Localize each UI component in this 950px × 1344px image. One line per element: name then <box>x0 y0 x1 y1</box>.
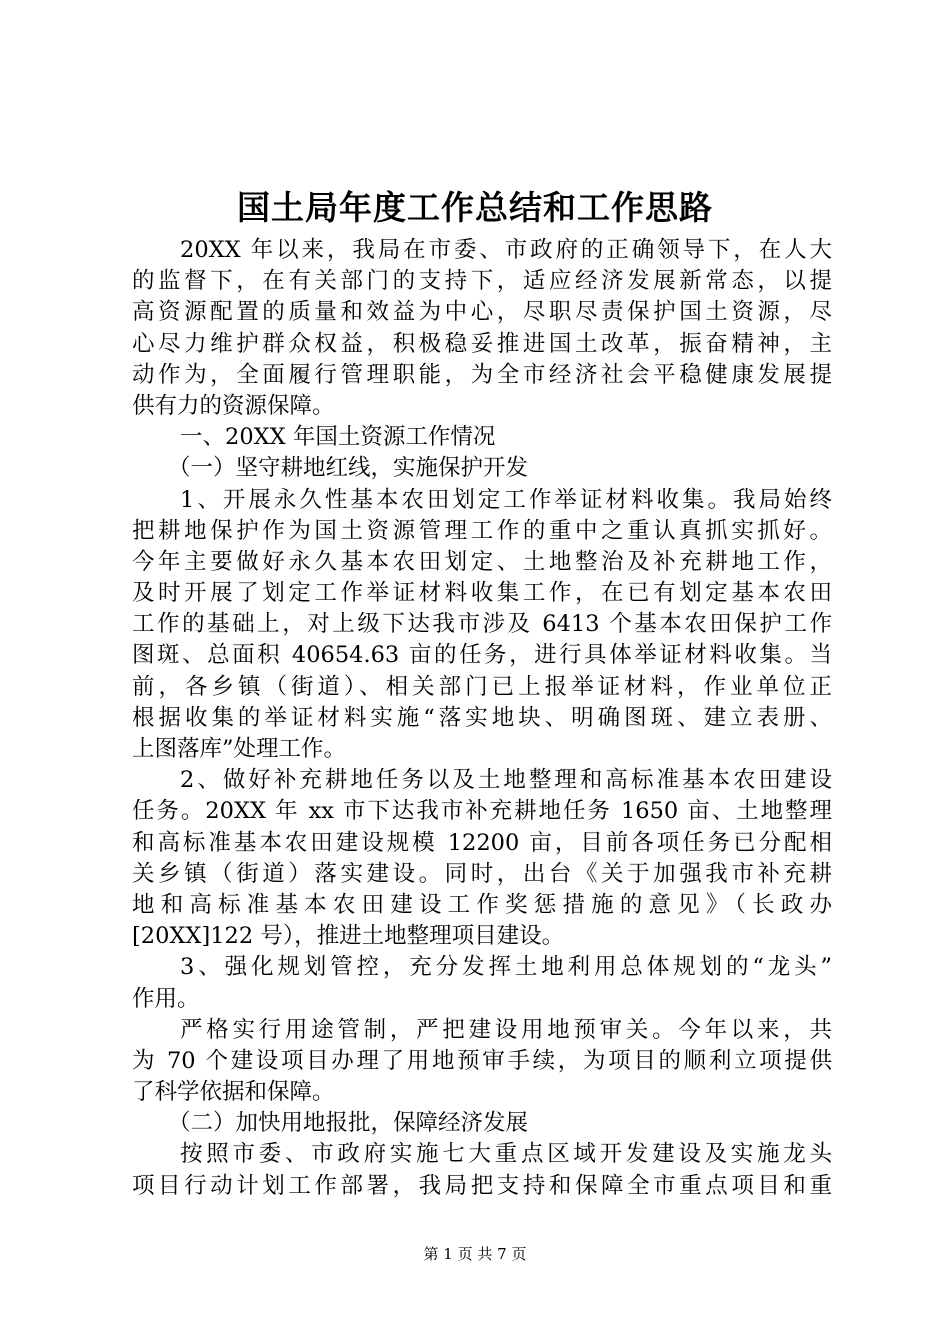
text-line: 地和高标准基本农田建设工作奖惩措施的意见》（长政办 <box>132 891 832 918</box>
text-line: 今年主要做好永久基本农田划定、土地整治及补充耕地工作， <box>132 548 832 575</box>
text-line: 项目行动计划工作部署，我局把支持和保障全市重点项目和重 <box>132 1172 832 1199</box>
text-line: 前，各乡镇（街道）、相关部门已上报举证材料，作业单位正 <box>132 673 832 700</box>
text-line: 把耕地保护作为国土资源管理工作的重中之重认真抓实抓好。 <box>132 517 832 544</box>
text-line: 工作的基础上，对上级下达我市涉及 6413 个基本农田保护工作 <box>132 611 832 638</box>
text-line: 心尽力维护群众权益，积极稳妥推进国土改革，振奋精神，主 <box>132 330 832 357</box>
text-line: 20XX 年以来，我局在市委、市政府的正确领导下，在人大 <box>180 237 832 263</box>
text-line: 3、强化规划管控，充分发挥土地利用总体规划的“龙头” <box>180 954 832 981</box>
text-line: 严格实行用途管制，严把建设用地预审关。今年以来，共 <box>180 1016 832 1043</box>
text-line: （一）坚守耕地红线，实施保护开发 <box>168 455 529 482</box>
text-line: 和高标准基本农田建设规模 12200 亩，目前各项任务已分配相 <box>132 829 832 856</box>
text-line: 为 70 个建设项目办理了用地预审手续，为项目的顺利立项提供 <box>132 1047 832 1074</box>
text-line: 关乡镇（街道）落实建设。同时，出台《关于加强我市补充耕 <box>132 860 832 887</box>
text-line: 上图落库”处理工作。 <box>132 736 347 762</box>
text-line: 2、做好补充耕地任务以及土地整理和高标准基本农田建设 <box>180 767 832 794</box>
document-body <box>132 235 832 1202</box>
page-footer: 第 1 页 共 7 页 <box>423 1245 527 1263</box>
text-line: [20XX]122 号），推进土地整理项目建设。 <box>132 923 565 950</box>
text-line: 及时开展了划定工作举证材料收集工作，在已有划定基本农田 <box>132 580 832 607</box>
text-line: 任务。20XX 年 xx 市下达我市补充耕地任务 1650 亩、土地整理 <box>132 798 832 825</box>
text-line: 图斑、总面积 40654.63 亩的任务，进行具体举证材料收集。当 <box>132 642 832 669</box>
text-line: 高资源配置的质量和效益为中心，尽职尽责保护国土资源，尽 <box>132 299 832 326</box>
text-line: 的监督下，在有关部门的支持下，适应经济发展新常态，以提 <box>132 268 832 295</box>
text-line: 作用。 <box>132 985 200 1012</box>
document-title: 国土局年度工作总结和工作思路 <box>237 188 713 227</box>
text-line: 动作为，全面履行管理职能，为全市经济社会平稳健康发展提 <box>132 361 832 388</box>
text-line: 按照市委、市政府实施七大重点区域开发建设及实施龙头 <box>180 1141 832 1168</box>
text-line: 供有力的资源保障。 <box>132 392 335 419</box>
text-line: 根据收集的举证材料实施“落实地块、明确图斑、建立表册、 <box>132 704 832 731</box>
text-line: （二）加快用地报批，保障经济发展 <box>168 1110 529 1137</box>
text-line: 1、开展永久性基本农田划定工作举证材料收集。我局始终 <box>180 486 832 513</box>
text-line: 了科学依据和保障。 <box>132 1079 335 1106</box>
text-line: 一、20XX 年国土资源工作情况 <box>180 424 496 451</box>
